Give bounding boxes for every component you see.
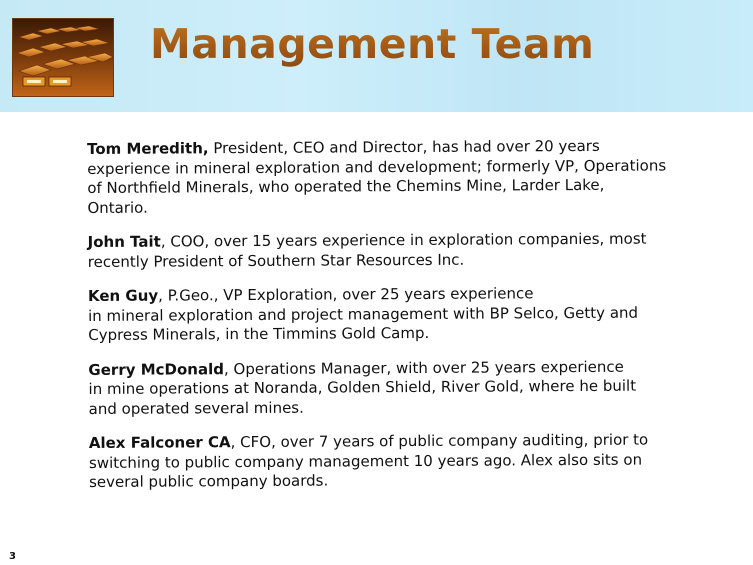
team-member-entry [87,136,677,218]
team-member-entry [89,430,679,492]
member-bio-line: experience in mineral exploration and development; formerly VP, Operations [87,155,667,178]
team-member-entry [88,357,678,419]
member-bio-line: of Northfield Minerals, who operated the Chemins Mine, Larder Lake, [87,175,605,197]
page-number: 3 [9,551,16,562]
slide-title: Management Team [150,20,595,68]
member-name: Alex Falconer CA [88,433,231,452]
member-bio-line: , CFO, over 7 years of public company auditing, prior to [230,430,649,452]
member-name: Ken Guy [87,286,159,305]
member-bio-line: Cypress Minerals, in the Timmins Gold Camp. [88,323,430,344]
member-bio-line: , P.Geo., VP Exploration, over 25 years experience [158,284,534,305]
member-bio-line: in mine operations at Noranda, Golden Shield, River Gold, where he built [88,376,637,398]
member-name: Tom Meredith, [87,139,209,158]
member-bio-line: recently President of Southern Star Resources Inc. [87,250,465,271]
member-bio-line: several public company boards. [89,471,329,491]
member-bio-line: President, CEO and Director, has had over 20 years [208,136,600,158]
title-banner [0,0,753,112]
member-name: Gerry McDonald [88,359,225,379]
member-name: John Tait [87,232,161,251]
member-bio-line: , COO, over 15 years experience in exploration companies, most [160,229,647,251]
member-bio-line: Ontario. [87,198,148,217]
member-bio-line: , Operations Manager, with over 25 years experience [223,357,624,378]
member-bio-line: switching to public company management 10 years ago. Alex also sits on [88,450,643,472]
team-list [87,136,679,507]
team-member-entry [88,283,678,345]
gold-bars-icon [12,18,114,97]
team-member-entry [88,229,678,272]
member-bio-line: in mineral exploration and project management with BP Selco, Getty and [88,303,639,325]
member-bio-line: and operated several mines. [88,398,304,418]
